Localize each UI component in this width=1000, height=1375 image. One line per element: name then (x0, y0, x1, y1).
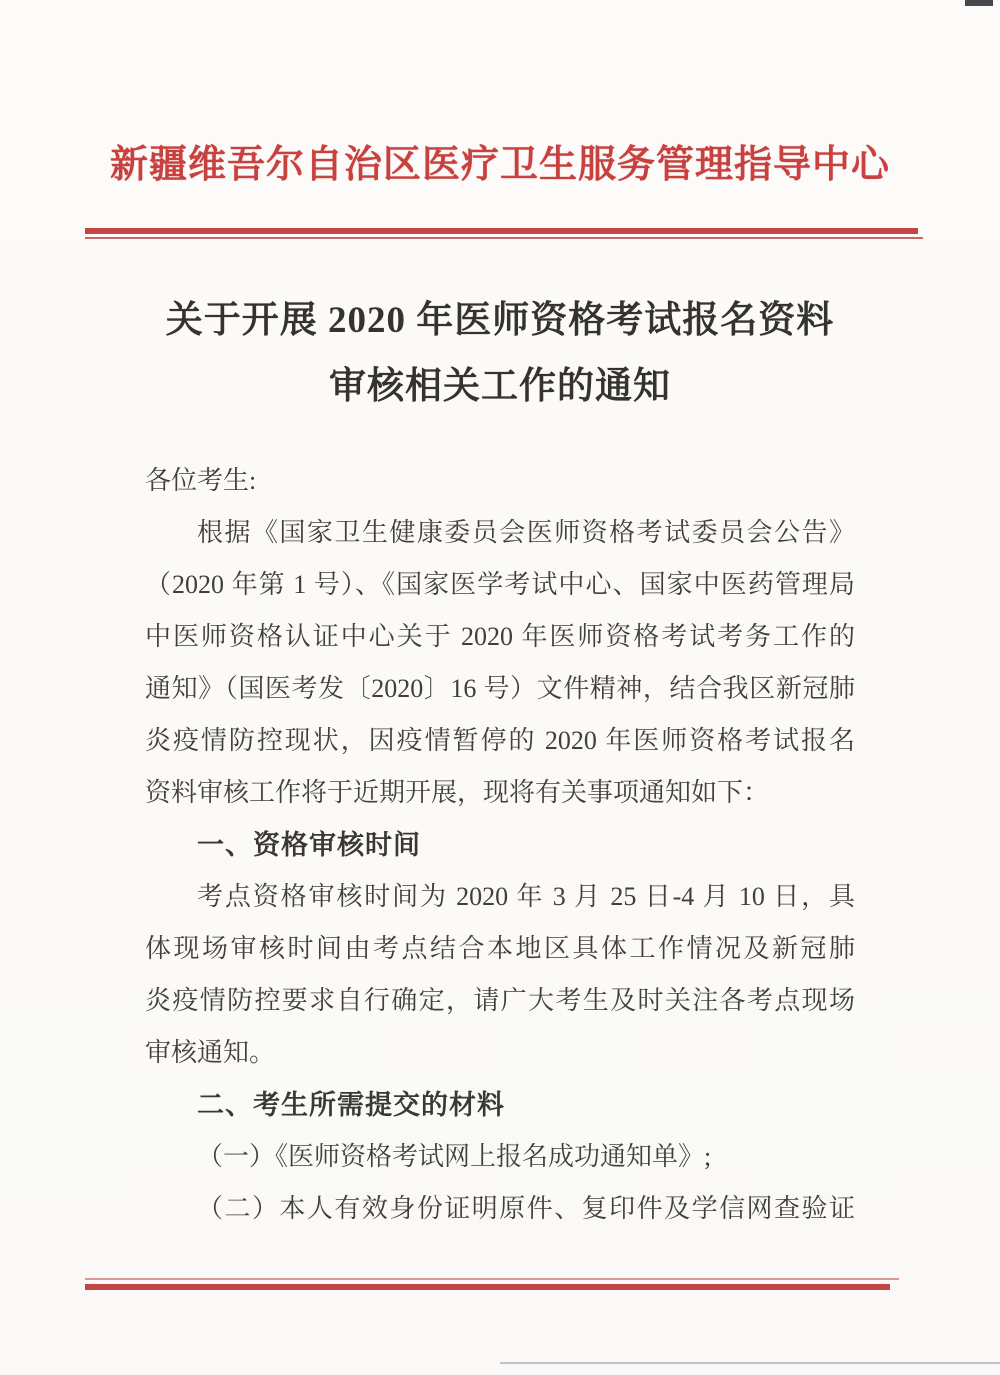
body-line: 炎疫情防控现状，因疫情暂停的 2020 年医师资格考试报名 (145, 726, 855, 755)
body-line: 炎疫情防控要求自行确定，请广大考生及时关注各考点现场 (145, 986, 855, 1015)
section-2-heading: 二、考生所需提交的材料 (197, 1090, 505, 1120)
body-line: 审核通知。 (145, 1038, 276, 1067)
body-line: 通知》（国医考发〔2020〕16 号）文件精神，结合我区新冠肺 (145, 674, 855, 703)
title-line-1: 关于开展 2020 年医师资格考试报名资料 (165, 300, 835, 341)
title-line-2: 审核相关工作的通知 (329, 366, 671, 407)
body-line: 考点资格审核时间为 2020 年 3 月 25 日-4 月 10 日，具 (197, 882, 855, 911)
body-line: 体现场审核时间由考点结合本地区具体工作情况及新冠肺 (145, 934, 855, 963)
header-rule-thick (85, 228, 918, 234)
document-title (0, 288, 1000, 420)
body-line: 中医师资格认证中心关于 2020 年医师资格考试考务工作的 (145, 622, 855, 651)
header-rule-thin (85, 237, 923, 239)
list-item-2: （二）本人有效身份证明原件、复印件及学信网查验证 (197, 1194, 855, 1223)
letterhead-org-name: 新疆维吾尔自治区医疗卫生服务管理指导中心 (109, 144, 890, 186)
body-line: 资料审核工作将于近期开展，现将有关事项通知如下： (145, 778, 770, 807)
footer-rule-thin (85, 1278, 899, 1280)
list-item-1: （一）《医师资格考试网上报名成功通知单》; (197, 1142, 712, 1171)
body-line: （2020 年第 1 号）、《国家医学考试中心、国家中医药管理局 (145, 570, 855, 599)
footer-rule-thick (85, 1284, 890, 1290)
section-1-heading: 一、资格审核时间 (197, 830, 421, 860)
document-body (145, 455, 855, 1235)
scan-corner-artifact (965, 0, 993, 6)
body-line: 根据《国家卫生健康委员会医师资格考试委员会公告》 (197, 518, 855, 547)
salutation: 各位考生: (145, 466, 257, 495)
scan-bottom-artifact (500, 1362, 1000, 1364)
